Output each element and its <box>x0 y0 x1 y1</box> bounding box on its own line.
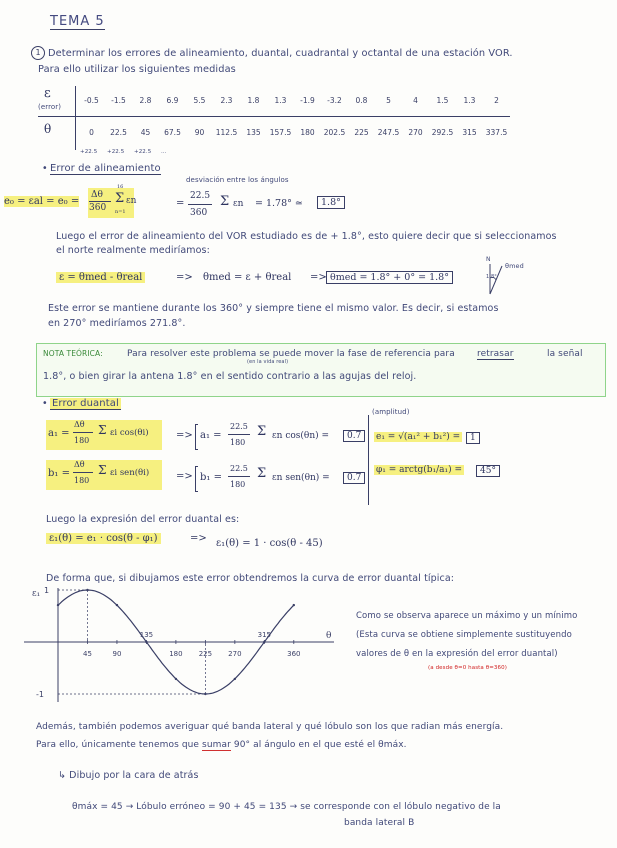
alineamiento-sum2: Σ <box>220 194 230 209</box>
alineamiento-formula: Δθ 360 Σ 16 n=1 εn <box>88 188 134 218</box>
table-angle-cell: 67.5 <box>164 128 181 137</box>
diagram-angle-label: 1.8° <box>486 274 497 280</box>
chart-point <box>86 589 88 591</box>
a1-formula: a₁ = Δθ 180 Σ εi cos(θi) <box>46 420 162 450</box>
chart-point <box>175 678 177 680</box>
table-error-cell: 0.8 <box>355 96 368 105</box>
chart-x-tick-label: 180 <box>169 650 183 658</box>
table-angle-cell: 225 <box>354 128 369 137</box>
duantal-expression-1: ε₁(θ) = e₁ · cos(θ - φ₁) <box>46 533 161 544</box>
b1-frac-num: 22.5 <box>230 464 248 473</box>
table-error-cell: 4 <box>413 96 418 105</box>
bottom-equation: θmáx = 45 → Lóbulo erróneo = 90 + 45 = 135 → se corresponde con el lóbulo negativo de la <box>72 802 501 812</box>
theory-note-text-1: Para resolver este problema se puede mover la fase de referencia para <box>127 349 455 359</box>
table-error-cell: 6.9 <box>166 96 179 105</box>
chart-note-2: (Esta curva se obtiene simplemente sustituyendo <box>356 630 572 640</box>
diagram-theta-label: θmed <box>505 262 524 270</box>
table-error-cell: -1.5 <box>111 96 126 105</box>
alineamiento-frac2-den: 360 <box>190 208 208 218</box>
table-angle-cell: 22.5 <box>110 128 127 137</box>
theory-note-text-2: 1.8°, o bien girar la antena 1.8° en el sentido contrario a las agujas del reloj. <box>43 371 417 382</box>
table-error-row <box>78 96 510 105</box>
angle-increments <box>80 149 240 159</box>
alineamiento-result: = 1.78° ≃ <box>255 198 303 209</box>
alineamiento-frac2-num: 22.5 <box>190 191 211 201</box>
table-error-cell: 1.3 <box>463 96 476 105</box>
b1-sum-term: εn sen(θn) = <box>272 473 330 483</box>
b1-formula: b₁ = Δθ 180 Σ εi sen(θi) <box>46 460 162 490</box>
table-angle-cell: 202.5 <box>323 128 346 137</box>
bottom-paragraph-1: Además, también podemos averiguar qué banda lateral y qué lóbulo son los que radian más energía. <box>36 722 504 732</box>
table-angle-cell: 45 <box>140 128 151 137</box>
duantal-amplitud: (amplitud) <box>372 408 410 416</box>
b1-value: 0.7 <box>343 472 365 484</box>
a1-frac-den: 180 <box>230 438 246 447</box>
phi-value: 45° <box>476 465 500 477</box>
measurement-table <box>38 86 510 151</box>
table-angle-label: θ <box>44 122 52 136</box>
alineamiento-eq2: = <box>176 198 185 209</box>
alineamiento-sum2-term: εn <box>233 199 244 209</box>
chart-point <box>293 604 295 606</box>
table-error-cell: 1.3 <box>274 96 287 105</box>
chart-point <box>57 604 59 606</box>
chart-x-tick-label: 225 <box>198 650 213 658</box>
table-angle-cell: 112.5 <box>215 128 238 137</box>
table-angle-cell: 90 <box>194 128 205 137</box>
table-angle-row <box>78 128 510 137</box>
duantal-error-chart <box>20 584 340 706</box>
table-angle-cell: 0 <box>89 128 94 137</box>
problem-line-1: Determinar los errores de alineamiento, duantal, cuadrantal y octantal de una estación VOR. <box>48 48 513 59</box>
theory-note-retrasar: retrasar <box>477 349 514 359</box>
table-angle-cell: 247.5 <box>377 128 400 137</box>
chart-note-3: valores de θ en la expresión del error duantal) <box>356 649 558 659</box>
chart-x-tick-label: 135 <box>139 631 154 639</box>
chart-x-axis-label: θ <box>326 631 332 641</box>
duantal-heading: Error duantal <box>52 398 119 409</box>
chart-x-tick-label: 270 <box>228 650 242 658</box>
chart-y-tick-label: -1 <box>36 690 44 699</box>
bottom-arrow-item: ↳ Dibujo por la cara de atrás <box>58 770 199 781</box>
problem-number: 1 <box>31 46 45 60</box>
bullet-alineamiento: • <box>42 163 48 174</box>
boxed-theta-med: θmed = 1.8° + 0° = 1.8° <box>326 271 453 284</box>
b1-sum: Σ <box>257 466 267 481</box>
table-error-cell: 2 <box>494 96 499 105</box>
table-angle-cell: 292.5 <box>431 128 454 137</box>
diagram-north-label: N <box>486 256 491 263</box>
chart-x-tick-label: 90 <box>112 650 122 658</box>
a1-frac-num: 22.5 <box>230 422 248 431</box>
alineamiento-luego-1: Luego el error de alineamiento del VOR estudiado es de + 1.8°, esto quiere decir que si seleccionamos <box>56 231 557 242</box>
table-error-cell: -0.5 <box>84 96 99 105</box>
duantal-forma: De forma que, si dibujamos este error obtendremos la curva de error duantal típica: <box>46 573 455 584</box>
a1-arrow: => <box>176 430 193 441</box>
chart-point <box>234 678 236 680</box>
duantal-luego: Luego la expresión del error duantal es: <box>46 514 240 525</box>
alineamiento-luego-2: el norte realmente mediríamos: <box>56 245 210 256</box>
alineamiento-heading: Error de alineamiento <box>50 163 161 174</box>
table-error-cell: 1.5 <box>436 96 449 105</box>
table-error-cell: 2.8 <box>139 96 152 105</box>
alineamiento-lhs: e₀ = εal = e₀ = <box>4 196 80 207</box>
sumar-word: sumar <box>202 740 231 750</box>
chart-note-1: Como se observa aparece un máximo y un mínimo <box>356 611 578 621</box>
angle-increment: ... <box>161 149 167 155</box>
alineamiento-este-1: Este error se mantiene durante los 360° y siempre tiene el mismo valor. Es decir, si estamos <box>48 303 499 314</box>
a1-sum-term: εn cos(θn) = <box>272 431 330 441</box>
table-angle-cell: 315 <box>462 128 477 137</box>
a1-lhs: a₁ = <box>200 430 222 441</box>
theory-note-label: NOTA TEÓRICA: <box>43 349 103 358</box>
table-angle-cell: 180 <box>300 128 315 137</box>
chart-note-red: (a desde θ=0 hasta θ=360) <box>428 665 507 671</box>
alineamiento-este-2: en 270° mediríamos 271.8°. <box>48 318 186 329</box>
chart-point <box>116 604 118 606</box>
table-error-cell: 5 <box>386 96 391 105</box>
table-angle-cell: 337.5 <box>485 128 508 137</box>
arrow-2: => <box>310 272 327 283</box>
bullet-duantal: • <box>42 398 48 409</box>
table-angle-cell: 270 <box>408 128 423 137</box>
table-error-cell: 2.3 <box>220 96 233 105</box>
arrow-1: => <box>176 272 193 283</box>
chart-point <box>204 693 206 695</box>
page-title: TEMA 5 <box>50 14 105 29</box>
chart-x-tick-label: 315 <box>257 631 272 639</box>
angle-increment: +22.5 <box>134 149 152 155</box>
theory-note <box>36 343 606 397</box>
angle-increment: +22.5 <box>107 149 125 155</box>
a1-value: 0.7 <box>343 430 365 442</box>
phi-formula: φ₁ = arctg(b₁/a₁) = <box>376 465 463 475</box>
table-angle-cell: 135 <box>246 128 261 137</box>
chart-x-tick-label: 360 <box>287 650 301 658</box>
alineamiento-note: desviación entre los ángulos <box>186 176 289 184</box>
table-error-cell: 1.8 <box>247 96 260 105</box>
table-error-cell: -3.2 <box>327 96 342 105</box>
bottom-paragraph-2: Para ello, únicamente tenemos que sumar 90° al ángulo en el que esté el θmáx. <box>36 740 407 750</box>
e1-formula: e₁ = √(a₁² + b₁²) = <box>376 432 461 442</box>
table-error-sublabel: (error) <box>38 103 62 111</box>
duantal-expression-2: ε₁(θ) = 1 · cos(θ - 45) <box>216 538 323 549</box>
problem-line-2: Para ello utilizar los siguientes medidas <box>38 64 236 75</box>
b1-lhs: b₁ = <box>200 472 222 483</box>
table-angle-cell: 157.5 <box>269 128 292 137</box>
b1-frac-den: 180 <box>230 480 246 489</box>
table-error-cell: -1.9 <box>300 96 315 105</box>
bottom-equation-2: banda lateral B <box>344 818 415 828</box>
b1-arrow: => <box>176 471 193 482</box>
chart-y-axis-label: ε₁ <box>32 589 41 599</box>
theory-note-small: (en la vida real) <box>247 359 289 365</box>
angle-increment: +22.5 <box>80 149 98 155</box>
a1-sum: Σ <box>257 424 267 439</box>
alineamiento-boxed-result: 1.8° <box>317 196 345 209</box>
chart-x-tick-label: 45 <box>83 650 92 658</box>
theory-note-text-1b: la señal <box>547 349 583 359</box>
chart-y-tick-label: 1 <box>44 586 50 595</box>
duantal-expression-arrow: => <box>190 533 207 544</box>
table-error-label: ε <box>44 86 51 101</box>
formula-theta-med: θmed = ε + θreal <box>203 272 292 283</box>
e1-value: 1 <box>466 432 480 444</box>
table-error-cell: 5.5 <box>193 96 206 105</box>
formula-epsilon: ε = θmed - θreal <box>56 272 145 283</box>
